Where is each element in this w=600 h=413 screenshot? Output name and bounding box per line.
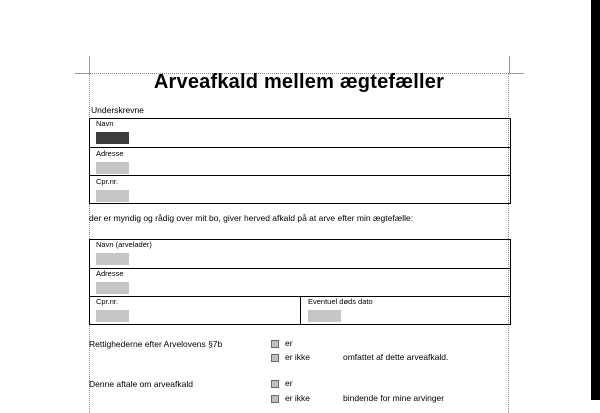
testator-address-label: Adresse <box>96 269 124 278</box>
undersigned-table <box>89 118 511 204</box>
death-date-label: Eventuel døds dato <box>308 297 373 306</box>
death-date-input[interactable] <box>308 310 341 322</box>
cpr-input[interactable] <box>96 190 129 202</box>
address-input[interactable] <box>96 162 129 174</box>
agreement-checkbox-er[interactable] <box>271 380 279 388</box>
rights-option-er: er <box>285 338 293 348</box>
rights-suffix: omfattet af dette arveafkald. <box>343 352 449 362</box>
testator-table <box>89 239 511 325</box>
rights-checkbox-er[interactable] <box>271 340 279 348</box>
testator-cpr-input[interactable] <box>96 310 129 322</box>
row-address <box>90 147 510 176</box>
row-cpr <box>90 175 510 204</box>
rights-option-er-ikke: er ikke <box>285 352 311 362</box>
document-title: Arveafkald mellem ægtefæller <box>153 71 445 93</box>
rights-checkbox-er-ikke[interactable] <box>271 354 279 362</box>
agreement-label: Denne aftale om arveafkald <box>89 379 193 389</box>
agreement-suffix: bindende for mine arvinger <box>343 393 445 403</box>
column-divider <box>300 297 301 325</box>
undersigned-label: Underskrevne <box>91 105 144 115</box>
window-right-edge <box>591 0 600 400</box>
cpr-label: Cpr.nr. <box>96 177 119 186</box>
rights-label: Rettighederne efter Arvelovens §7b <box>89 339 223 349</box>
margin-mark-top-left-h <box>75 73 89 74</box>
row-testator-name <box>90 240 510 269</box>
name-label: Navn <box>96 119 114 128</box>
row-name <box>90 119 510 148</box>
agreement-option-er: er <box>285 378 293 388</box>
testator-name-input[interactable] <box>96 253 129 265</box>
row-testator-cpr-death <box>90 296 510 325</box>
declaration-text: der er myndig og rådig over mit bo, giver herved afkald på at arve efter min ægtefælle: <box>89 213 414 223</box>
testator-address-input[interactable] <box>96 282 129 294</box>
margin-mark-top-right-v <box>509 56 510 73</box>
row-testator-address <box>90 268 510 297</box>
margin-mark-top-right-h <box>509 73 524 74</box>
address-label: Adresse <box>96 149 124 158</box>
agreement-checkbox-er-ikke[interactable] <box>271 395 279 403</box>
testator-cpr-label: Cpr.nr. <box>96 297 119 306</box>
agreement-option-er-ikke: er ikke <box>285 393 311 403</box>
testator-name-label: Navn (arvelader) <box>96 240 152 249</box>
name-input[interactable] <box>96 132 129 144</box>
